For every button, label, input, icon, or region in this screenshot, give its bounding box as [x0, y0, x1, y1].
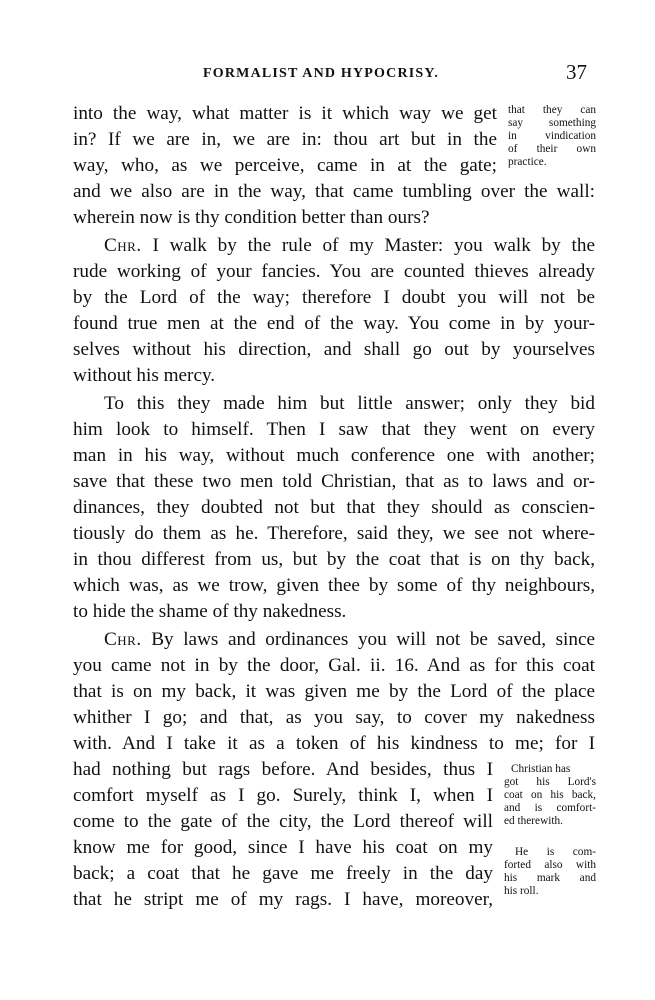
marginal-note-line: coat on his back,	[504, 789, 596, 801]
body-line: that is on my back, it was given me by the Lord of the place	[73, 681, 595, 702]
body-line	[104, 233, 595, 259]
body-line: save that these two men told Christian, that as to laws and or-	[73, 471, 595, 492]
body-line: man in his way, without much conference one with another;	[73, 445, 595, 466]
body-line: to hide the shame of thy nakedness.	[73, 601, 347, 622]
marginal-note-line: of their own	[508, 143, 596, 155]
body-line: with. And I take it as a token of his kindness to me; for I	[73, 733, 595, 754]
body-line: dinances, they doubted not but that they should as conscien-	[73, 497, 595, 518]
marginal-note-line: got his Lord's	[504, 776, 596, 788]
running-head	[0, 60, 655, 88]
marginal-note-line: forted also with	[504, 859, 596, 871]
body-line: wherein now is thy condition better than ours?	[73, 207, 430, 228]
marginal-note-line: Christian has	[511, 763, 571, 775]
marginal-note-line: say something	[508, 117, 596, 129]
body-line: into the way, what matter is it which way we get	[73, 103, 497, 124]
body-line: tiously do them as he. Therefore, said they, we see not where-	[73, 523, 595, 544]
body-line-text: By laws and ordinances you will not be saved, since	[151, 629, 596, 650]
running-title: FORMALIST AND HYPOCRISY.	[203, 66, 440, 81]
body-line: in? If we are in, we are in: thou art but in the	[73, 129, 497, 150]
body-line-text: I walk by the rule of my Master: you walk by the	[152, 235, 595, 256]
marginal-note-line: practice.	[508, 156, 547, 168]
body-line: come to the gate of the city, the Lord thereof will	[73, 811, 493, 832]
body-line: rude working of your fancies. You are counted thieves already	[73, 261, 595, 282]
body-line: that he stript me of my rags. I have, moreover,	[73, 889, 493, 910]
marginal-note-line: ed therewith.	[504, 815, 563, 827]
body-line: know me for good, since I have his coat on my	[73, 837, 493, 858]
body-line: in thou differest from us, but by the coat that is on thy back,	[73, 549, 595, 570]
body-line: him look to himself. Then I saw that they went on every	[73, 419, 595, 440]
body-line: and we also are in the way, that came tumbling over the wall:	[73, 181, 595, 202]
marginal-note-line: in vindication	[508, 130, 596, 142]
body-line: whither I go; and that, as you say, to cover my nakedness	[73, 707, 595, 728]
body-line: without his mercy.	[73, 365, 216, 386]
marginal-note-line: that they can	[508, 104, 596, 116]
marginal-note-line: He is com-	[515, 846, 596, 858]
body-line: way, who, as we perceive, came in at the gate;	[73, 155, 497, 176]
body-line: you came not in by the door, Gal. ii. 16. And as for this coat	[73, 655, 595, 676]
speaker-label: Chr.	[104, 235, 142, 256]
body-line: selves without his direction, and shall go out by yourselves	[73, 339, 595, 360]
marginal-note-line: his mark and	[504, 872, 596, 884]
speaker-label: Chr.	[104, 629, 142, 650]
body-line: back; a coat that he gave me freely in the day	[73, 863, 493, 884]
body-line: by the Lord of the way; therefore I doubt you will not be	[73, 287, 595, 308]
marginal-note-line: and is comfort-	[504, 802, 596, 814]
page-number: 37	[566, 60, 587, 84]
body-line: which was, as we trow, given thee by some of thy neighbours,	[73, 575, 595, 596]
marginal-note-line: his roll.	[504, 885, 539, 897]
body-line: To this they made him but little answer; only they bid	[104, 393, 595, 414]
body-line	[104, 627, 595, 653]
body-line: had nothing but rags before. And besides, thus I	[73, 759, 493, 780]
body-line: comfort myself as I go. Surely, think I, when I	[73, 785, 493, 806]
body-line: found true men at the end of the way. You come in by your-	[73, 313, 595, 334]
